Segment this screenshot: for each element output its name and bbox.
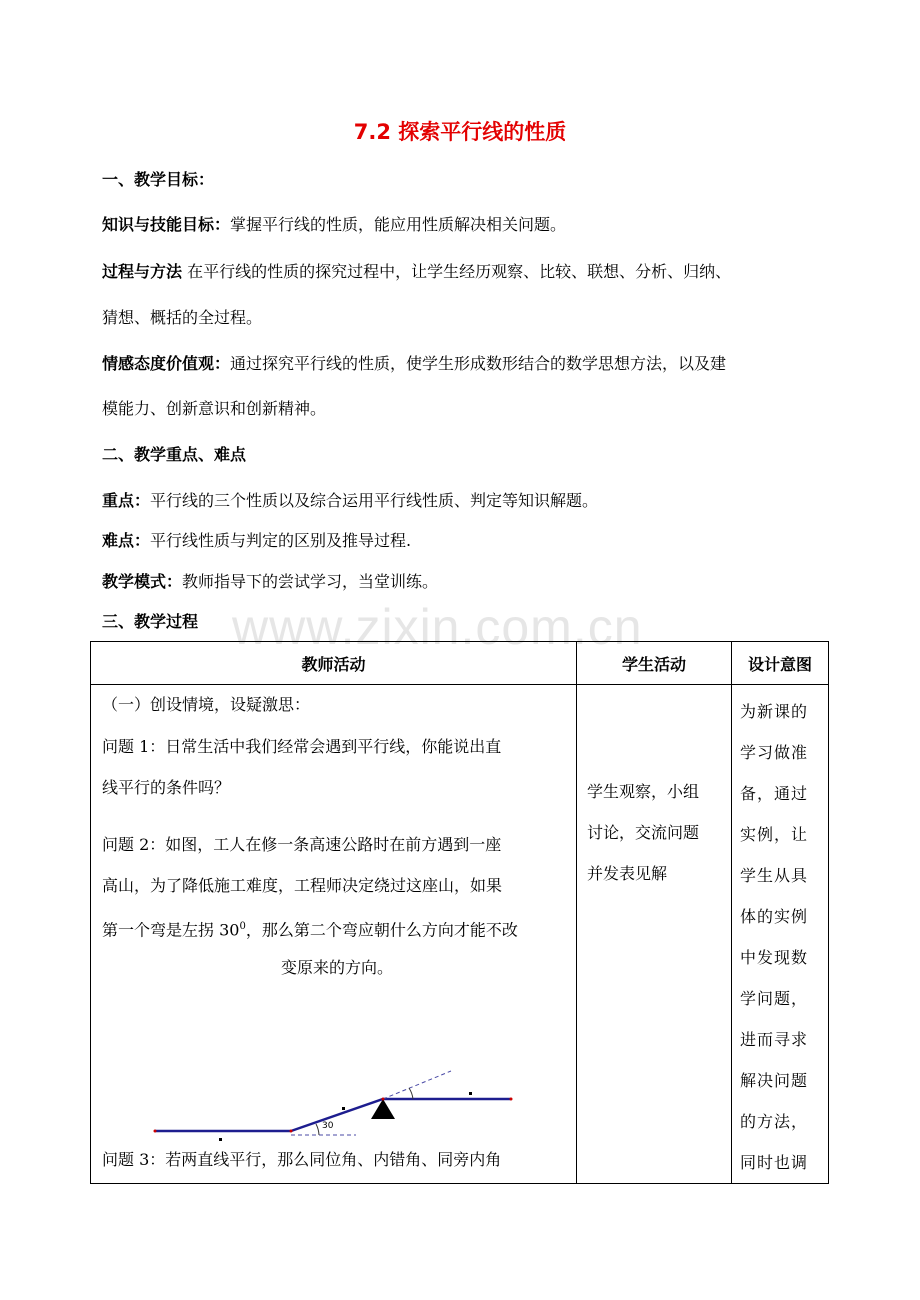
process-text-1: 在平行线的性质的探究过程中，让学生经历观察、比较、联想、分析、归纳、 xyxy=(182,262,732,281)
header-teacher: 教师活动 xyxy=(91,642,577,685)
student-line: 学生观察，小组 xyxy=(587,782,700,801)
process-heading: 三、教学过程 xyxy=(102,612,199,631)
student-activity-cell xyxy=(577,685,732,1184)
table-row xyxy=(91,685,829,1184)
header-student: 学生活动 xyxy=(577,642,732,685)
teacher-activity-cell xyxy=(91,685,577,1184)
road-point-icon xyxy=(510,1098,513,1101)
process-goal-line1 xyxy=(102,260,828,284)
key-label: 重点： xyxy=(102,491,151,510)
knowledge-label: 知识与技能目标： xyxy=(102,215,231,234)
road-segment-2 xyxy=(291,1099,383,1131)
knowledge-text: 掌握平行线的性质，能应用性质解决相关问题。 xyxy=(230,215,567,234)
student-line: 讨论，交流问题 xyxy=(587,823,700,842)
question-2-line4: 变原来的方向。 xyxy=(280,958,393,977)
design-line: 学生从具 xyxy=(740,866,809,885)
key-heading: 二、教学重点、难点 xyxy=(102,445,247,464)
marker-square-icon xyxy=(342,1107,345,1110)
process-text-2: 猜想、概括的全过程。 xyxy=(102,308,263,327)
process-label: 过程与方法 xyxy=(102,262,183,281)
emotion-goal-line1 xyxy=(102,352,828,376)
design-line: 学问题， xyxy=(740,989,809,1008)
header-design: 设计意图 xyxy=(732,642,829,685)
marker-square-icon xyxy=(469,1092,472,1095)
difficult-text: 平行线性质与判定的区别及推导过程. xyxy=(150,531,412,550)
design-line: 同时也调 xyxy=(740,1153,809,1172)
road-point-icon xyxy=(382,1098,385,1101)
road-diagram xyxy=(151,1063,521,1143)
mode-text: 教师指导下的尝试学习，当堂训练。 xyxy=(182,572,439,591)
mode-label: 教学模式： xyxy=(102,572,183,591)
design-line: 解决问题 xyxy=(740,1071,809,1090)
angle-arc-2 xyxy=(409,1088,413,1099)
page-title: 7.2 探索平行线的性质 xyxy=(353,120,567,144)
process-table xyxy=(90,641,829,1184)
question-3: 问题 3：若两直线平行，那么同位角、内错角、同旁内角 xyxy=(102,1150,502,1169)
goals-heading: 一、教学目标： xyxy=(102,170,215,189)
table-header-row xyxy=(91,642,829,685)
design-line: 实例，让 xyxy=(740,825,809,844)
design-line: 为新课的 xyxy=(740,702,809,721)
question-2-line3-pre: 第一个弯是左拐 30 xyxy=(102,920,240,940)
dashed-extension-2 xyxy=(383,1071,451,1099)
student-line: 并发表见解 xyxy=(587,864,668,883)
road-point-icon xyxy=(154,1130,157,1133)
difficult-point xyxy=(102,529,828,553)
question-2-line3 xyxy=(102,915,572,942)
emotion-text-1: 通过探究平行线的性质，使学生形成数形结合的数学思想方法，以及建 xyxy=(230,354,727,373)
emotion-text-2: 模能力、创新意识和创新精神。 xyxy=(102,399,327,418)
question-2-line1: 问题 2：如图，工人在修一条高速公路时在前方遇到一座 xyxy=(102,835,502,854)
angle-arc-1 xyxy=(316,1124,319,1135)
design-line: 中发现数 xyxy=(740,948,809,967)
question-2-line2: 高山，为了降低施工难度，工程师决定绕过这座山，如果 xyxy=(102,876,503,895)
degree-superscript: 0 xyxy=(239,921,246,932)
key-text: 平行线的三个性质以及综合运用平行线性质、判定等知识解题。 xyxy=(150,491,599,510)
difficult-label: 难点： xyxy=(102,531,151,550)
watermark: www.zixin.com.cn xyxy=(232,599,643,655)
question-1-line2: 线平行的条件吗？ xyxy=(102,778,231,797)
design-line: 学习做准 xyxy=(740,743,809,762)
design-line: 体的实例 xyxy=(740,907,809,926)
teaching-mode xyxy=(102,570,828,594)
question-1-line1: 问题 1：日常生活中我们经常会遇到平行线，你能说出直 xyxy=(102,737,502,756)
design-line: 的方法， xyxy=(740,1112,809,1131)
design-line: 备，通过 xyxy=(740,784,809,803)
design-intent-cell xyxy=(732,685,829,1184)
emotion-label: 情感态度价值观： xyxy=(102,354,231,373)
knowledge-goal xyxy=(102,213,828,237)
angle-label-30: 30 xyxy=(322,1121,334,1131)
key-point xyxy=(102,489,828,513)
road-point-icon xyxy=(290,1130,293,1133)
design-line: 进而寻求 xyxy=(740,1030,809,1049)
question-2-line3-post: ，那么第二个弯应朝什么方向才能不改 xyxy=(245,920,518,940)
teacher-intro: （一）创设情境，设疑激思： xyxy=(102,695,311,714)
marker-square-icon xyxy=(219,1138,222,1141)
